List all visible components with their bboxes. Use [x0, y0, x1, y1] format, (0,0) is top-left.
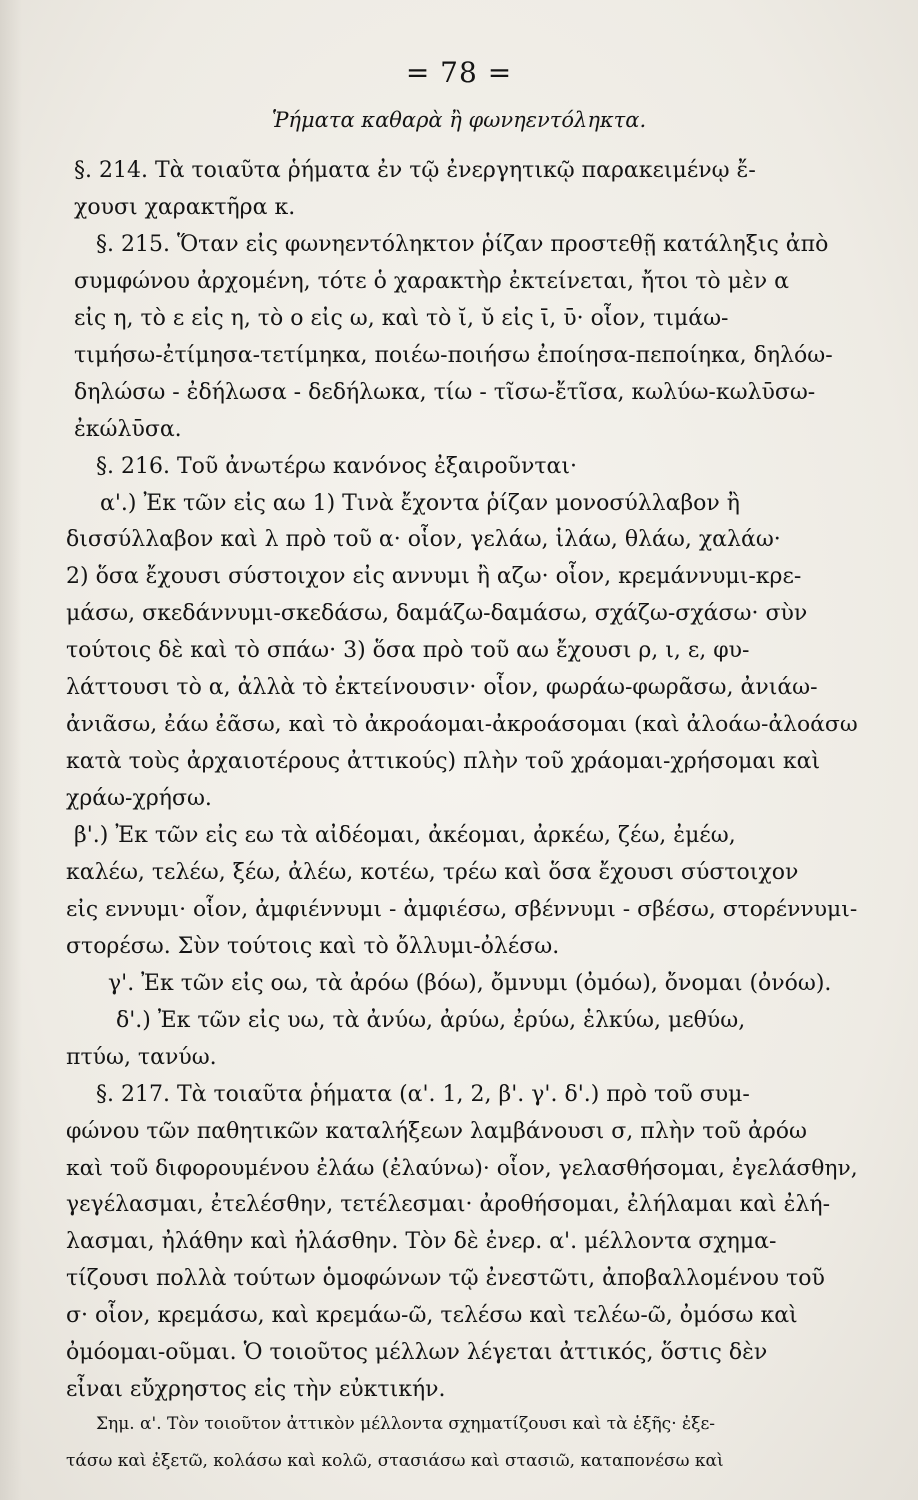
page-number: = 78 = — [405, 56, 513, 89]
text-line: καλέω, τελέω, ξέω, ἀλέω, κοτέω, τρέω καὶ ὅσα ἔχουσι σύστοιχον — [66, 860, 799, 885]
text-line: δ'.) Ἐκ τῶν εἰς υω, τὰ ἀνύω, ἀρύω, ἐρύω, ἑλκύω, μεθύω, — [116, 1008, 746, 1033]
text-line: τούτοις δὲ καὶ τὸ σπάω· 3) ὅσα πρὸ τοῦ αω ἔχουσι ρ, ι, ε, φυ- — [66, 638, 750, 663]
text-line: συμφώνου ἀρχομένη, τότε ὁ χαρακτὴρ ἐκτείνεται, ἤτοι τὸ μὲν α — [74, 269, 789, 294]
text-line: γεγέλασμαι, ἐτελέσθην, τετέλεσμαι· ἀροθήσομαι, ἐλήλαμαι καὶ ἐλή- — [66, 1192, 831, 1217]
text-line: μάσω, σκεδάννυμι-σκεδάσω, δαμάζω-δαμάσω, σχάζω-σχάσω· σὺν — [66, 601, 808, 626]
text-line: §. 216. Τοῦ ἀνωτέρω κανόνος ἐξαιροῦνται· — [96, 454, 577, 479]
text-line: τίζουσι πολλὰ τούτων ὁμοφώνων τῷ ἐνεστῶτι, ἀποβαλλομένου τοῦ — [66, 1266, 825, 1291]
text-line: πτύω, τανύω. — [66, 1045, 217, 1070]
footnote-line: τάσω καὶ ἐξετῶ, κολάσω καὶ κολῶ, στασιάσω καὶ στασιῶ, καταπονέσω καὶ — [66, 1451, 724, 1471]
text-line: φώνου τῶν παθητικῶν καταλήξεων λαμβάνουσι σ, πλὴν τοῦ ἀρόω — [66, 1119, 807, 1144]
text-line: γ'. Ἐκ τῶν εἰς οω, τὰ ἀρόω (βόω), ὄμνυμι (ὀμόω), ὄνομαι (ὀνόω). — [108, 971, 832, 996]
text-line: χράω-χρήσω. — [66, 786, 212, 811]
text-line: §. 217. Τὰ τοιαῦτα ῥήματα (α'. 1, 2, β'. γ'. δ'.) πρὸ τοῦ συμ- — [96, 1082, 750, 1107]
text-line: ἐκώλῡσα. — [74, 417, 182, 442]
text-line: ἀνιᾶσω, ἐάω ἐᾶσω, καὶ τὸ ἀκροάομαι-ἀκροάσομαι (καὶ ἀλοάω-ἀλοάσω — [66, 712, 858, 737]
text-line: β'.) Ἐκ τῶν εἰς εω τὰ αἰδέομαι, ἀκέομαι, ἀρκέω, ζέω, ἐμέω, — [74, 823, 736, 848]
text-line: χουσι χαρακτῆρα κ. — [74, 195, 296, 220]
text-line: 2) ὅσα ἔχουσι σύστοιχον εἰς αννυμι ἢ αζω· οἷον, κρεμάννυμι-κρε- — [66, 564, 802, 589]
text-line: στορέσω. Σὺν τούτοις καὶ τὸ ὄλλυμι-ὀλέσω. — [66, 934, 560, 959]
text-line: καὶ τοῦ διφορουμένου ἐλάω (ἐλαύνω)· οἷον, γελασθήσομαι, ἐγελάσθην, — [66, 1156, 858, 1181]
text-line: εἶναι εὔχρηστος εἰς τὴν εὐκτικήν. — [66, 1377, 446, 1402]
text-line: εἰς εννυμι· οἷον, ἀμφιέννυμι - ἀμφιέσω, σβέννυμι - σβέσω, στορέννυμι- — [66, 897, 858, 922]
text-line: τιμήσω-ἐτίμησα-τετίμηκα, ποιέω-ποιήσω ἐποίησα-πεποίηκα, δηλόω- — [74, 343, 833, 368]
running-title: Ῥήματα καθαρὰ ἢ φωνηεντόληκτα. — [271, 108, 647, 132]
page-edge-shadow — [0, 0, 22, 1500]
text-line: κατὰ τοὺς ἀρχαιοτέρους ἀττικούς) πλὴν τοῦ χράομαι-χρήσομαι καὶ — [66, 749, 821, 774]
text-line: δηλώσω - ἐδήλωσα - δεδήλωκα, τίω - τῖσω-ἔτῖσα, κωλύω-κωλῡσω- — [74, 380, 816, 405]
text-line: §. 215. Ὅταν εἰς φωνηεντόληκτον ῥίζαν προστεθῇ κατάληξις ἀπὸ — [96, 232, 829, 257]
text-line: ὀμόομαι-οῦμαι. Ὁ τοιοῦτος μέλλων λέγεται ἀττικός, ὅστις δὲν — [66, 1340, 768, 1365]
footnote-line: Σημ. α'. Τὸν τοιοῦτον ἀττικὸν μέλλοντα σχηματίζουσι καὶ τὰ ἑξῆς· ἐξε- — [96, 1414, 716, 1434]
text-line: σ· οἷον, κρεμάσω, καὶ κρεμάω-ῶ, τελέσω καὶ τελέω-ῶ, ὀμόσω καὶ — [66, 1303, 798, 1328]
text-line: λασμαι, ἠλάθην καὶ ἠλάσθην. Τὸν δὲ ἐνερ. α'. μέλλοντα σχημα- — [66, 1229, 777, 1254]
text-line: α'.) Ἐκ τῶν εἰς αω 1) Τινὰ ἔχοντα ῥίζαν μονοσύλλαβον ἢ — [100, 491, 740, 516]
text-line: δισσύλλαβον καὶ λ πρὸ τοῦ α· οἷον, γελάω, ἱλάω, θλάω, χαλάω· — [66, 527, 781, 552]
text-line: §. 214. Τὰ τοιαῦτα ῥήματα ἐν τῷ ἐνεργητικῷ παρακειμένῳ ἔ- — [74, 158, 756, 183]
text-line: εἰς η, τὸ ε εἰς η, τὸ ο εἰς ω, καὶ τὸ ῐ, ῠ εἰς ῑ, ῡ· οἷον, τιμάω- — [74, 306, 729, 331]
text-line: λάττουσι τὸ α, ἀλλὰ τὸ ἐκτείνουσιν· οἷον, φωράω-φωρᾶσω, ἀνιάω- — [66, 675, 818, 700]
